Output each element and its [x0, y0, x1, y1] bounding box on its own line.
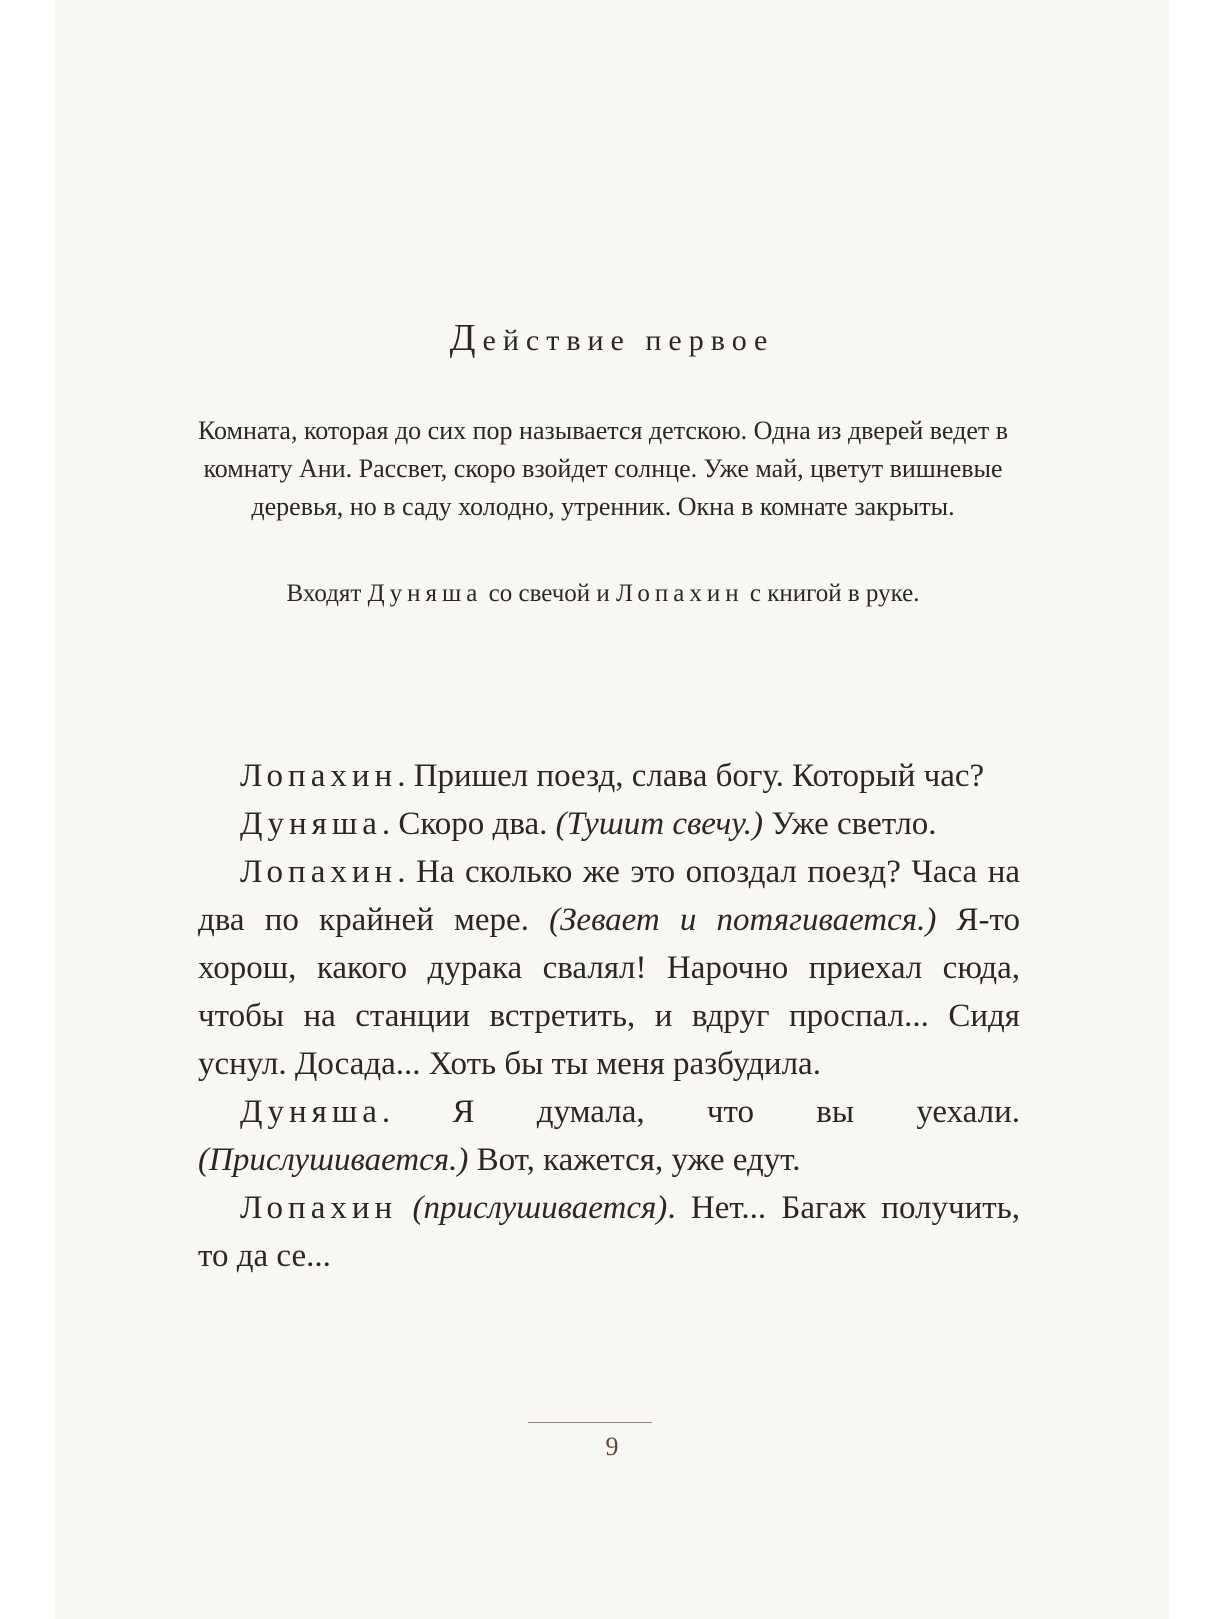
line-text: [397, 1190, 412, 1226]
footer-rule: [528, 1422, 652, 1423]
line-text-after: . Нет... Багаж получить, то да се...: [198, 1190, 1020, 1274]
dialogue-line: [198, 800, 1020, 848]
stage-direction: (Тушит свечу.): [555, 806, 764, 842]
entrance-tail: с книгой в руке.: [743, 580, 920, 607]
act-title-rest: ействие первое: [482, 324, 775, 357]
speaker-name: Лопахин: [240, 758, 398, 794]
dialogue-line: [198, 1184, 1020, 1280]
line-text: . Скоро два.: [381, 806, 556, 842]
entrance-verb: Входят: [286, 580, 368, 607]
dialogue-line: [198, 848, 1020, 1088]
speaker-name: Дуняша: [240, 1094, 382, 1130]
speaker-name: Дуняша: [240, 806, 382, 842]
line-text-after: Уже светло.: [763, 806, 937, 842]
page-number: 9: [605, 1432, 619, 1461]
stage-direction: (Прислушивается.): [198, 1142, 469, 1178]
line-text: . На сколько же это опоздал поезд? Часа на два по крайней мере.: [198, 854, 1020, 938]
stage-direction: (прислушивается): [412, 1190, 668, 1226]
entrance-character-lopakhin: Лопахин: [616, 580, 744, 607]
dialogue-line: [198, 1088, 1020, 1184]
book-page: [55, 0, 1169, 1619]
speaker-name: Лопахин: [240, 854, 398, 890]
stage-direction: (Зевает и потягивается.): [549, 902, 937, 938]
entrance-character-dunyasha: Дуняша: [367, 580, 483, 607]
dialogue: [198, 752, 1020, 1280]
entrance-middle: со свечой и: [482, 580, 617, 607]
dialogue-line: [198, 752, 1020, 800]
line-text: . Пришел поезд, слава богу. Который час?: [397, 758, 985, 794]
scene-description: Комната, которая до сих пор называется детскою. Одна из дверей ведет в комнату Ани. Рассвет, скоро взойдет солнце. Уже май, цветут вишневые деревья, но в саду холодно, утренник. Окна в комнате закрыты.: [197, 416, 1009, 521]
line-text-after: Я-то хорош, какого дурака свалял! Нарочно приехал сюда, чтобы на станции встретить, и вдруг проспал... Сидя уснул. Досада... Хоть бы ты меня разбудила.: [198, 902, 1020, 1082]
speaker-name: Лопахин: [240, 1190, 398, 1226]
act-title-initial: Д: [449, 317, 483, 359]
line-text-after: Вот, кажется, уже едут.: [468, 1142, 801, 1178]
act-title: [55, 318, 1169, 361]
stage-direction-entrance: [193, 576, 1013, 612]
line-text: . Я думала, что вы уехали.: [381, 1094, 1020, 1130]
